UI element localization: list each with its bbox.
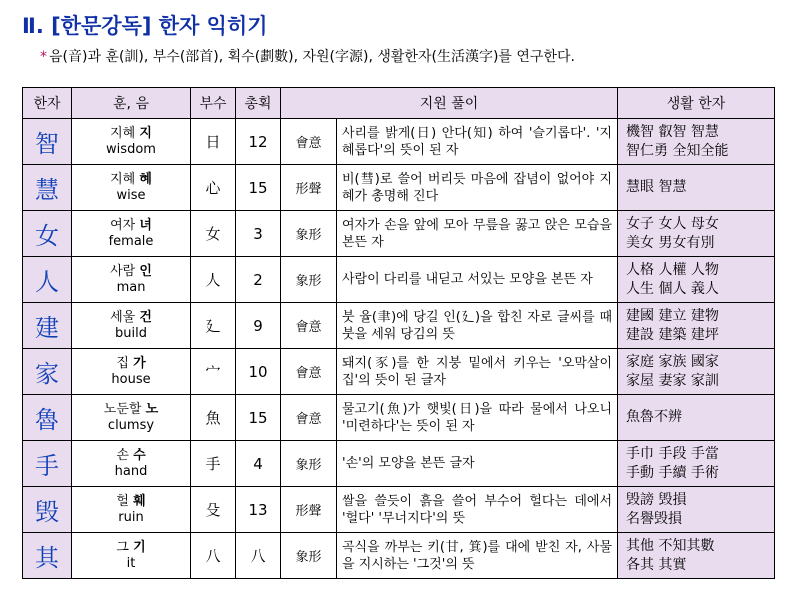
word-line: 家屋 妻家 家訓 — [626, 372, 719, 389]
word-line: 建設 建築 建坪 — [626, 326, 719, 343]
hanja-char: 家 — [23, 349, 72, 395]
header-words: 생활 한자 — [618, 88, 775, 119]
word-line: 名譽毁損 — [626, 510, 683, 527]
table-row — [23, 441, 775, 487]
words-cell — [618, 211, 775, 257]
meaning-cell — [72, 165, 191, 211]
origin-text: 물고기(魚)가 햇빛(日)을 따라 물에서 나오니 '미련하다'는 뜻이 된 자 — [337, 395, 618, 441]
strokes-cell: 12 — [236, 119, 281, 165]
header-hanja: 한자 — [23, 88, 72, 119]
table-row — [23, 119, 775, 165]
strokes-cell: 15 — [236, 395, 281, 441]
kor-meaning: 여자 — [110, 217, 136, 233]
origin-text: 여자가 손을 앞에 모아 무릎을 꿇고 앉은 모습을 본뜬 자 — [337, 211, 618, 257]
strokes-cell: 13 — [236, 487, 281, 533]
word-line: 人生 個人 義人 — [626, 280, 719, 297]
radical-cell: 心 — [191, 165, 236, 211]
word-line: 美女 男女有別 — [626, 234, 715, 251]
strokes-cell: 八 — [236, 533, 281, 579]
hanja-char: 人 — [23, 257, 72, 303]
words-cell — [618, 165, 775, 211]
hanja-char: 慧 — [23, 165, 72, 211]
eng-meaning: it — [126, 555, 136, 571]
origin-text: 사람이 다리를 내딛고 서있는 모양을 본뜬 자 — [337, 257, 618, 303]
origin-text: 돼지(豕)를 한 지붕 밑에서 키우는 '오막살이 집'의 뜻이 된 글자 — [337, 349, 618, 395]
meaning-cell — [72, 303, 191, 349]
hanja-table — [22, 87, 775, 579]
meaning-cell — [72, 395, 191, 441]
origin-text: 쌀을 쓸듯이 흙을 쓸어 부수어 헐다는 데에서 '헐다' '무너지다'의 뜻 — [337, 487, 618, 533]
meaning-cell — [72, 119, 191, 165]
hanja-char: 魯 — [23, 395, 72, 441]
hanja-char: 手 — [23, 441, 72, 487]
words-cell — [618, 533, 775, 579]
origin-text: 비(彗)로 쓸어 버리듯 마음에 잡념이 없어야 지혜가 총명해 진다 — [337, 165, 618, 211]
table-row — [23, 303, 775, 349]
formation-type: 象形 — [281, 257, 337, 303]
page-title: Ⅱ. [한문강독] 한자 익히기 — [22, 14, 268, 38]
formation-type: 會意 — [281, 303, 337, 349]
formation-type: 會意 — [281, 119, 337, 165]
formation-type: 象形 — [281, 533, 337, 579]
radical-cell: 魚 — [191, 395, 236, 441]
strokes-cell: 10 — [236, 349, 281, 395]
formation-type: 形聲 — [281, 487, 337, 533]
kor-sound: 건 — [139, 309, 152, 325]
word-line: 魚魯不辨 — [626, 409, 683, 425]
kor-sound: 기 — [133, 539, 146, 555]
eng-meaning: ruin — [118, 509, 144, 525]
words-cell — [618, 441, 775, 487]
formation-type: 會意 — [281, 349, 337, 395]
eng-meaning: wise — [116, 187, 146, 203]
kor-sound: 인 — [139, 263, 152, 279]
table-row — [23, 211, 775, 257]
eng-meaning: man — [116, 279, 146, 295]
kor-sound: 가 — [133, 355, 146, 371]
kor-meaning: 집 — [116, 355, 129, 371]
word-line: 家庭 家族 國家 — [626, 353, 719, 370]
kor-meaning: 세울 — [110, 309, 136, 325]
kor-meaning: 지혜 — [110, 125, 136, 141]
formation-type: 象形 — [281, 211, 337, 257]
strokes-cell: 9 — [236, 303, 281, 349]
kor-sound: 지 — [139, 125, 152, 141]
kor-sound: 혜 — [139, 171, 152, 187]
strokes-cell: 2 — [236, 257, 281, 303]
eng-meaning: house — [111, 371, 151, 387]
word-line: 毁謗 毁損 — [626, 491, 687, 508]
word-line: 手巾 手段 手當 — [626, 445, 719, 462]
meaning-cell — [72, 441, 191, 487]
meaning-cell — [72, 349, 191, 395]
bullet-icon: * — [40, 49, 47, 65]
hanja-char: 女 — [23, 211, 72, 257]
radical-cell: 廴 — [191, 303, 236, 349]
kor-sound: 노 — [145, 401, 159, 417]
strokes-cell: 3 — [236, 211, 281, 257]
radical-cell: 八 — [191, 533, 236, 579]
origin-text: 곡식을 까부는 키(甘, 箕)를 대에 받친 자, 사물을 지시하는 '그것'의 뜻 — [337, 533, 618, 579]
radical-cell: 手 — [191, 441, 236, 487]
hanja-char: 建 — [23, 303, 72, 349]
kor-meaning: 그 — [116, 539, 129, 555]
kor-meaning: 노둔할 — [103, 401, 142, 417]
eng-meaning: female — [108, 233, 154, 249]
words-cell — [618, 395, 775, 441]
table-row — [23, 349, 775, 395]
word-line: 慧眼 智慧 — [626, 179, 687, 195]
kor-sound: 훼 — [133, 493, 146, 509]
eng-meaning: clumsy — [107, 417, 155, 433]
origin-text: '손'의 모양을 본뜬 글자 — [337, 441, 618, 487]
word-line: 智仁勇 全知全能 — [626, 142, 729, 159]
kor-meaning: 사람 — [110, 263, 136, 279]
hanja-char: 其 — [23, 533, 72, 579]
radical-cell: 殳 — [191, 487, 236, 533]
words-cell — [618, 487, 775, 533]
word-line: 手動 手續 手術 — [626, 464, 719, 481]
header-origin: 지원 풀이 — [281, 88, 618, 119]
formation-type: 會意 — [281, 395, 337, 441]
meaning-cell — [72, 533, 191, 579]
kor-sound: 녀 — [139, 217, 152, 233]
table-row — [23, 533, 775, 579]
table-row — [23, 487, 775, 533]
word-line: 建國 建立 建物 — [626, 307, 719, 324]
word-line: 女子 女人 母女 — [626, 215, 719, 232]
header-radical: 부수 — [191, 88, 236, 119]
table-row — [23, 165, 775, 211]
words-cell — [618, 303, 775, 349]
formation-type: 象形 — [281, 441, 337, 487]
strokes-cell: 15 — [236, 165, 281, 211]
words-cell — [618, 119, 775, 165]
word-line: 機智 叡智 智慧 — [626, 123, 719, 140]
words-cell — [618, 349, 775, 395]
eng-meaning: wisdom — [106, 141, 156, 157]
table-header-row — [23, 88, 775, 119]
radical-cell: 女 — [191, 211, 236, 257]
table-row — [23, 257, 775, 303]
meaning-cell — [72, 487, 191, 533]
header-meaning: 훈, 음 — [72, 88, 191, 119]
kor-meaning: 손 — [116, 447, 129, 463]
meaning-cell — [72, 257, 191, 303]
kor-sound: 수 — [133, 447, 146, 463]
formation-type: 形聲 — [281, 165, 337, 211]
table-row — [23, 395, 775, 441]
radical-cell: 日 — [191, 119, 236, 165]
kor-meaning: 헐 — [116, 493, 129, 509]
eng-meaning: build — [115, 325, 147, 341]
word-line: 其他 不知其數 — [626, 537, 715, 554]
radical-cell: 宀 — [191, 349, 236, 395]
header-strokes: 총획 — [236, 88, 281, 119]
hanja-char: 毁 — [23, 487, 72, 533]
eng-meaning: hand — [114, 463, 148, 479]
radical-cell: 人 — [191, 257, 236, 303]
meaning-cell — [72, 211, 191, 257]
kor-meaning: 지혜 — [110, 171, 136, 187]
hanja-char: 智 — [23, 119, 72, 165]
origin-text: 사리를 밝게(日) 안다(知) 하여 '슬기롭다'. '지혜롭다'의 뜻이 된 자 — [337, 119, 618, 165]
strokes-cell: 4 — [236, 441, 281, 487]
origin-text: 붓 율(聿)에 당길 인(廴)을 합친 자로 글씨를 때 붓을 세워 당김의 뜻 — [337, 303, 618, 349]
subtitle-text: 음(音)과 훈(訓), 부수(部首), 획수(劃數), 자원(字源), 생활한자(生活漢字)를 연구한다. — [49, 49, 575, 65]
word-line: 各其 其實 — [626, 556, 687, 573]
words-cell — [618, 257, 775, 303]
page-subtitle — [40, 46, 575, 66]
word-line: 人格 人權 人物 — [626, 261, 719, 278]
